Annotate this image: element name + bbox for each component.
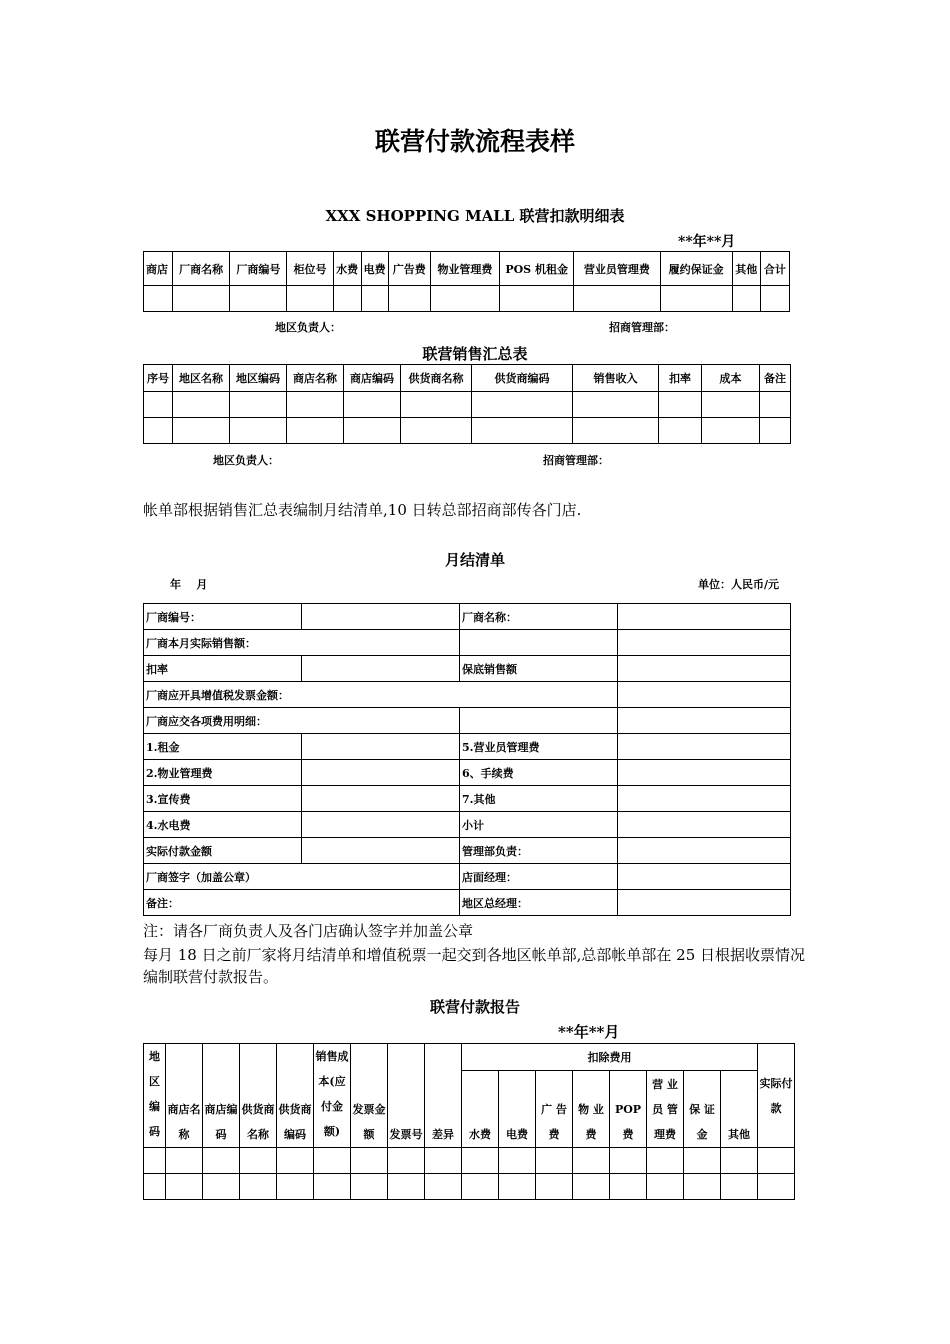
- deduction-header: 厂商编号: [230, 252, 287, 286]
- deduction-header: 水费: [333, 252, 361, 286]
- deduction-header: 物业管理费: [430, 252, 499, 286]
- monthly-cell: 1.租金: [144, 734, 302, 760]
- monthly-cell: 备注：: [144, 890, 460, 916]
- monthly-cell: 厂商应交各项费用明细：: [144, 708, 460, 734]
- sales-header: 地区名称: [173, 365, 230, 392]
- report-header-store-name: 商店名称: [166, 1044, 203, 1148]
- deduction-header: 营业员管理费: [574, 252, 660, 286]
- monthly-year-month: 年 月: [170, 578, 208, 591]
- report-header-ad: 广 告费: [536, 1071, 573, 1148]
- report-header-actual: 实际付款: [758, 1044, 795, 1148]
- report-header-staff: 营 业员 管理费: [647, 1071, 684, 1148]
- report-header-electric: 电费: [499, 1071, 536, 1148]
- sales-table: [143, 364, 791, 444]
- monthly-cell: 扣率: [144, 656, 302, 682]
- deduction-sign-region: 地区负责人：: [275, 321, 341, 334]
- monthly-cell: 厂商本月实际销售额：: [144, 630, 460, 656]
- report-header-deposit: 保 证金: [684, 1071, 721, 1148]
- report-header-deduction: 扣除费用: [462, 1044, 758, 1071]
- deduction-table-date: **年**月: [678, 234, 736, 250]
- report-header-supplier-name: 供货商名称: [240, 1044, 277, 1148]
- deduction-header: 履约保证金: [660, 252, 732, 286]
- sales-header: 供货商编码: [472, 365, 573, 392]
- deduction-header: 合计: [760, 252, 789, 286]
- monthly-cell: 6、手续费: [460, 760, 618, 786]
- monthly-cell: 5.营业员管理费: [460, 734, 618, 760]
- sales-header: 备注: [760, 365, 791, 392]
- report-header-invoice-no: 发票号: [388, 1044, 425, 1148]
- report-header-invoice-amount: 发票金额: [351, 1044, 388, 1148]
- sales-sign-region: 地区负责人：: [213, 454, 279, 467]
- deduction-header: POS 机租金: [500, 252, 574, 286]
- monthly-cell: 保底销售额: [460, 656, 618, 682]
- deduction-header: 商店: [144, 252, 173, 286]
- deduction-table: [143, 251, 790, 312]
- sales-header: 商店编码: [344, 365, 401, 392]
- sales-header: 商店名称: [287, 365, 344, 392]
- monthly-cell: 管理部负责：: [460, 838, 618, 864]
- monthly-cell: 7.其他: [460, 786, 618, 812]
- report-title: 联营付款报告: [429, 998, 520, 1016]
- report-header-region-code: 地区编码: [144, 1044, 166, 1148]
- report-header-store-code: 商店编码: [203, 1044, 240, 1148]
- deduction-header: 厂商名称: [173, 252, 230, 286]
- sales-header: 地区编码: [230, 365, 287, 392]
- monthly-cell: 厂商名称：: [460, 604, 618, 630]
- monthly-title: 月结清单: [444, 551, 505, 569]
- monthly-cell: 2.物业管理费: [144, 760, 302, 786]
- report-header-water: 水费: [462, 1071, 499, 1148]
- sales-table-title: 联营销售汇总表: [422, 345, 528, 363]
- monthly-cell: 小计: [460, 812, 618, 838]
- report-header-property: 物 业费: [573, 1071, 610, 1148]
- monthly-cell: 厂商编号：: [144, 604, 302, 630]
- process-note-1: 帐单部根据销售汇总表编制月结清单,10 日转总部招商部传各门店.: [143, 501, 582, 519]
- sales-sign-merchant: 招商管理部：: [543, 454, 609, 467]
- process-note-2: 每月 18 日之前厂家将月结清单和增值税票一起交到各地区帐单部,总部帐单部在 25 日根据收票情况编制联营付款报告。: [143, 946, 806, 986]
- sales-header: 序号: [144, 365, 173, 392]
- monthly-cell: 地区总经理：: [460, 890, 618, 916]
- monthly-cell: 厂商签字（加盖公章）: [144, 864, 460, 890]
- monthly-unit: 单位：人民币/元: [698, 578, 780, 591]
- report-table: [143, 1043, 795, 1200]
- sales-header: 销售收入: [573, 365, 659, 392]
- monthly-cell: 4.水电费: [144, 812, 302, 838]
- sales-header: 供货商名称: [401, 365, 472, 392]
- report-date: **年**月: [558, 1023, 620, 1041]
- deduction-table-title: XXX SHOPPING MALL 联营扣款明细表: [325, 207, 625, 225]
- report-header-pop: POP费: [610, 1071, 647, 1148]
- sales-header: 扣率: [659, 365, 702, 392]
- monthly-table: [143, 603, 791, 916]
- page-title: 联营付款流程表样: [374, 127, 575, 156]
- report-header-sales-cost: 销售成本(应付金额): [314, 1044, 351, 1148]
- report-header-diff: 差异: [425, 1044, 462, 1148]
- monthly-cell: 3.宣传费: [144, 786, 302, 812]
- monthly-cell: 实际付款金额: [144, 838, 302, 864]
- deduction-header: 广告费: [388, 252, 430, 286]
- deduction-header: 电费: [361, 252, 388, 286]
- deduction-header: 其他: [732, 252, 760, 286]
- deduction-header: 柜位号: [287, 252, 333, 286]
- report-header-supplier-code: 供货商编码: [277, 1044, 314, 1148]
- confirm-note: 注：请各厂商负责人及各门店确认签字并加盖公章: [143, 922, 474, 940]
- sales-header: 成本: [702, 365, 760, 392]
- monthly-cell: 厂商应开具增值税发票金额：: [144, 682, 618, 708]
- report-header-other: 其他: [721, 1071, 758, 1148]
- monthly-cell: 店面经理：: [460, 864, 618, 890]
- deduction-sign-merchant: 招商管理部：: [609, 321, 675, 334]
